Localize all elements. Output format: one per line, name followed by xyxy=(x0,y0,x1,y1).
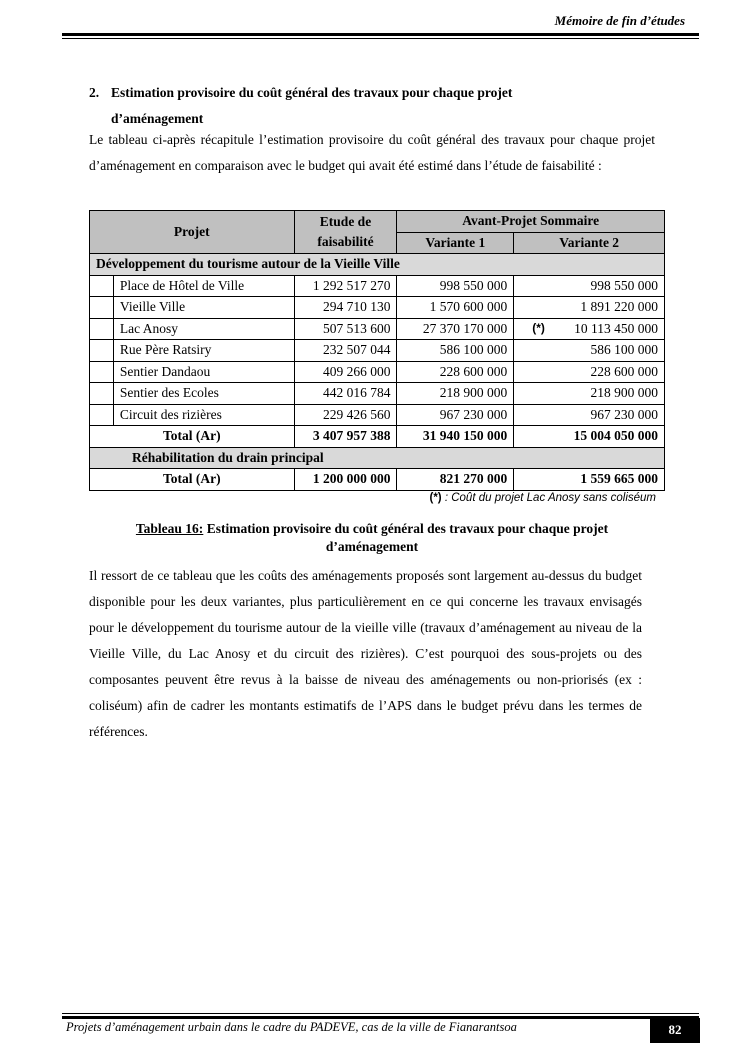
header-projet: Projet xyxy=(90,211,295,254)
footer-text: Projets d’aménagement urbain dans le cadre du PADEVE, cas de la ville de Fianarantsoa xyxy=(66,1020,517,1034)
row-etude: 507 513 600 xyxy=(294,318,397,340)
header-variante-1: Variante 1 xyxy=(397,232,514,254)
section-2-total-row xyxy=(90,469,665,491)
row-v2: 998 550 000 xyxy=(514,275,665,297)
row-name: Vieille Ville xyxy=(113,297,294,319)
footer-rule xyxy=(62,1016,699,1019)
page-number: 82 xyxy=(650,1018,700,1043)
total-label: Total (Ar) xyxy=(90,426,295,448)
row-etude: 442 016 784 xyxy=(294,383,397,405)
table-caption xyxy=(89,520,655,556)
footnote-text: : Coût du projet Lac Anosy sans coliséum xyxy=(441,492,656,504)
caption-text: Estimation provisoire du coût général des travaux pour chaque projet d’aménagement xyxy=(203,521,609,554)
row-v2: 967 230 000 xyxy=(514,404,665,426)
row-v2 xyxy=(514,318,665,340)
row-v1: 1 570 600 000 xyxy=(397,297,514,319)
section-1-total-row xyxy=(90,426,665,448)
row-etude: 229 426 560 xyxy=(294,404,397,426)
section-title-line2: d’aménagement xyxy=(111,111,204,126)
row-v1: 998 550 000 xyxy=(397,275,514,297)
row-v1: 27 370 170 000 xyxy=(397,318,514,340)
table-row xyxy=(90,383,665,405)
header-variante-2: Variante 2 xyxy=(514,232,665,254)
row-etude: 294 710 130 xyxy=(294,297,397,319)
total-v1: 821 270 000 xyxy=(397,469,514,491)
section-2-title: Réhabilitation du drain principal xyxy=(90,447,665,469)
total-v2: 15 004 050 000 xyxy=(514,426,665,448)
header-aps: Avant-Projet Sommaire xyxy=(397,211,665,233)
page-header-title: Mémoire de fin d’études xyxy=(554,13,685,28)
header-etude: Etude de faisabilité xyxy=(294,211,397,254)
row-name: Circuit des rizières xyxy=(113,404,294,426)
cost-table xyxy=(89,210,665,491)
row-v1: 218 900 000 xyxy=(397,383,514,405)
row-name: Place de Hôtel de Ville xyxy=(113,275,294,297)
total-etude: 1 200 000 000 xyxy=(294,469,397,491)
row-etude: 232 507 044 xyxy=(294,340,397,362)
footnote-mark: (*) xyxy=(532,320,545,335)
table-row xyxy=(90,275,665,297)
row-name: Sentier des Ecoles xyxy=(113,383,294,405)
table-row xyxy=(90,404,665,426)
row-etude: 409 266 000 xyxy=(294,361,397,383)
section-title-line1: Estimation provisoire du coût général des travaux pour chaque projet xyxy=(111,85,513,100)
section-heading xyxy=(89,80,649,132)
row-name: Rue Père Ratsiry xyxy=(113,340,294,362)
caption-label: Tableau 16: xyxy=(135,521,204,536)
row-v2: 1 891 220 000 xyxy=(514,297,665,319)
conclusion-paragraph: Il ressort de ce tableau que les coûts des aménagements proposés sont largement au-dessus du budget disponible pour les deux variantes, plus particulièrement en ce qui concerne les travaux envisagés pour le développement du tourisme autour de la vieille ville (travaux d’aménagement au niveau de la Vieille Ville, du Lac Anosy et du circuit des rizières). C’est pourquoi des sous-projets ou des composantes peuvent être revus à la baisse de niveau des aménagements ou non-priorisés (ex : coliséum) afin de cadrer les montants estimatifs de l’APS dans le budget prévu dans les termes de références. xyxy=(89,568,642,739)
row-name: Lac Anosy xyxy=(113,318,294,340)
row-v1: 967 230 000 xyxy=(397,404,514,426)
header-rule-thin xyxy=(62,38,699,39)
footer-rule-thin xyxy=(62,1013,699,1014)
row-etude: 1 292 517 270 xyxy=(294,275,397,297)
table-row xyxy=(90,340,665,362)
total-v1: 31 940 150 000 xyxy=(397,426,514,448)
section-1-title: Développement du tourisme autour de la Vieille Ville xyxy=(90,254,665,276)
table-footnote xyxy=(430,492,657,504)
row-v2: 586 100 000 xyxy=(514,340,665,362)
total-label: Total (Ar) xyxy=(90,469,295,491)
row-v1: 228 600 000 xyxy=(397,361,514,383)
row-v2: 228 600 000 xyxy=(514,361,665,383)
header-rule xyxy=(62,33,699,36)
total-etude: 3 407 957 388 xyxy=(294,426,397,448)
intro-paragraph: Le tableau ci-après récapitule l’estimation provisoire du coût général des travaux pour chaque projet d’aménagement en comparaison avec le budget qui avait été estimé dans l’étude de faisabilité : xyxy=(89,132,655,173)
table-row xyxy=(90,361,665,383)
table-row xyxy=(90,318,665,340)
footnote-mark: (*) xyxy=(429,492,442,504)
table-row xyxy=(90,297,665,319)
row-name: Sentier Dandaou xyxy=(113,361,294,383)
total-v2: 1 559 665 000 xyxy=(514,469,665,491)
row-v2-value: 10 113 450 000 xyxy=(574,320,658,336)
section-number: 2. xyxy=(89,85,100,100)
row-v2: 218 900 000 xyxy=(514,383,665,405)
row-v1: 586 100 000 xyxy=(397,340,514,362)
